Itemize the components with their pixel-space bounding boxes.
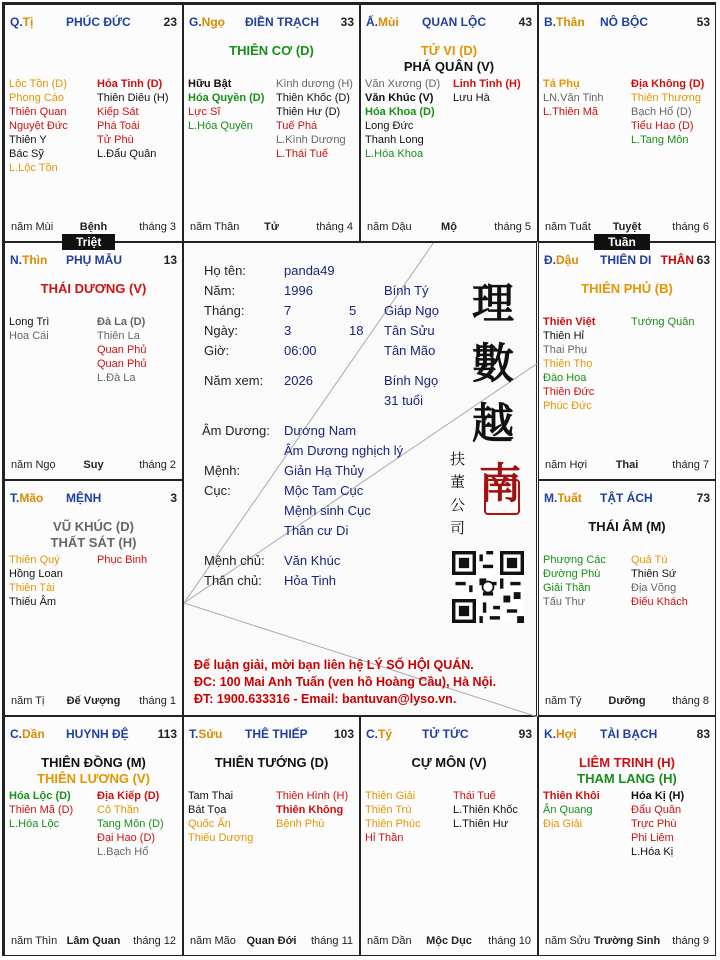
stars-right bbox=[276, 789, 348, 831]
star-item: Hoa Cái bbox=[9, 330, 49, 342]
palace-header: T.Sửu THÊ THIẾP 103 bbox=[189, 727, 354, 741]
calligraphy-char-1: 理 bbox=[472, 279, 515, 328]
main-star: TỬ VI (D) bbox=[420, 43, 478, 58]
palace-footer: năm Thân Tử tháng 4 bbox=[190, 221, 353, 233]
star-item: Thiên Y bbox=[9, 134, 47, 146]
star-item: Hóa Khoa (D) bbox=[365, 106, 435, 118]
palace-number: 53 bbox=[696, 15, 710, 29]
calligraphy-char-2: 數 bbox=[472, 339, 515, 388]
star-item: Thanh Long bbox=[365, 134, 424, 146]
stars-right bbox=[631, 315, 695, 329]
star-item: Long Trì bbox=[9, 316, 50, 328]
main-star: PHÁ QUÂN (V) bbox=[403, 59, 495, 74]
main-star: THẤT SÁT (H) bbox=[50, 535, 137, 550]
star-item: Bệnh Phù bbox=[276, 818, 325, 830]
star-item: Thiếu Âm bbox=[9, 596, 57, 608]
main-star: THIÊN CƠ (D) bbox=[229, 43, 314, 58]
star-item: L.Đà La bbox=[97, 372, 136, 384]
star-item: L.Thái Tuế bbox=[276, 148, 328, 160]
main-star: THÁI ÂM (M) bbox=[588, 519, 666, 534]
star-item: Thiên Hư (D) bbox=[276, 106, 341, 118]
star-item: L.Hóa Quyền bbox=[188, 120, 253, 132]
calligraphy-char-4: 南 bbox=[479, 459, 522, 508]
palace-cell bbox=[360, 716, 538, 956]
star-item: Đẩu Quân bbox=[631, 804, 682, 816]
than-tag: THÂN bbox=[660, 253, 694, 267]
star-item: Hóa Kị (H) bbox=[631, 790, 685, 802]
star-item: Bát Tọa bbox=[188, 804, 227, 816]
star-item: Thiên Hỉ bbox=[543, 330, 584, 342]
main-star: THIÊN PHỦ (B) bbox=[581, 281, 673, 296]
palace-header: C.Dần HUYNH ĐỆ 113 bbox=[10, 727, 177, 741]
stars-right bbox=[631, 789, 684, 859]
star-item: Thiên Phúc bbox=[365, 818, 421, 830]
star-item: Cô Thần bbox=[97, 804, 139, 816]
star-item: Hóa Quyền (D) bbox=[188, 92, 265, 104]
star-item: Trực Phù bbox=[631, 818, 677, 830]
star-item: Tử Phù bbox=[97, 134, 134, 146]
star-item: L.Hóa Lộc bbox=[9, 818, 60, 830]
seal-char-3: 公 bbox=[450, 496, 466, 514]
palace-number: 113 bbox=[157, 727, 177, 741]
star-item: Giải Thần bbox=[543, 582, 591, 594]
star-item: Phi Liêm bbox=[631, 832, 674, 844]
star-item: Phong Cáo bbox=[9, 92, 65, 104]
star-item: Thiên Diêu (H) bbox=[97, 92, 169, 104]
stars-left bbox=[365, 77, 440, 161]
palace-number: 103 bbox=[333, 727, 354, 741]
star-item: Phượng Các bbox=[543, 554, 606, 566]
star-item: Kình dương (H) bbox=[276, 78, 353, 90]
star-item: Tang Môn (D) bbox=[97, 818, 164, 830]
star-item: Kiếp Sát bbox=[97, 106, 139, 118]
palace-name: TỬ TỨC bbox=[422, 727, 469, 741]
star-item: L.Hóa Kị bbox=[631, 846, 674, 858]
palace-number: 93 bbox=[518, 727, 532, 741]
tuan-badge: Tuần bbox=[594, 234, 650, 250]
stars-right bbox=[276, 77, 353, 161]
star-item: L.Thiên Hư bbox=[453, 818, 509, 830]
star-item: Địa Võng bbox=[631, 582, 677, 594]
stars-left bbox=[543, 553, 606, 609]
star-item: Quốc Ấn bbox=[188, 818, 231, 830]
palace-footer: năm Thìn Lâm Quan tháng 12 bbox=[11, 935, 176, 947]
star-item: Đường Phù bbox=[543, 568, 601, 580]
palace-header: Ấ.Mùi QUAN LỘC 43 bbox=[366, 15, 532, 29]
star-item: Thiên Không bbox=[276, 804, 344, 816]
palace-header: N.Thìn PHỤ MẪU 13 bbox=[10, 253, 177, 267]
star-item: Hỏa Tinh (D) bbox=[97, 78, 163, 90]
palace-header: C.Tý TỬ TỨC 93 bbox=[366, 727, 532, 741]
palace-header: Q.Tị PHÚC ĐỨC 23 bbox=[10, 15, 177, 29]
palace-cell bbox=[4, 716, 183, 956]
stars-right bbox=[453, 77, 521, 105]
star-item: Thiên Thọ bbox=[543, 358, 593, 370]
seal-char-1: 扶 bbox=[450, 450, 466, 468]
star-item: Điếu Khách bbox=[631, 596, 688, 608]
contact-info: Để luận giải, mời bạn liên hệ LÝ SỐ HỘI QUÁN. ĐC: 100 Mai Anh Tuấn (ven hồ Hoàng Cầu), Hà Nội. ĐT: 1900.633316 - Email: bantuvan@lyso.vn. bbox=[194, 658, 497, 706]
star-item: Hỉ Thần bbox=[365, 832, 404, 844]
stars-left bbox=[543, 789, 600, 831]
qr-code-icon bbox=[452, 551, 524, 623]
palace-cell bbox=[360, 4, 538, 242]
star-item: L.Tang Môn bbox=[631, 134, 689, 146]
red-seal-stamp bbox=[484, 479, 520, 515]
star-item: Thiên Quan bbox=[9, 106, 67, 118]
seal-char-2: 董 bbox=[450, 473, 466, 491]
star-item: Hồng Loan bbox=[9, 568, 63, 580]
palace-cell bbox=[4, 480, 183, 716]
star-item: Linh Tinh (H) bbox=[453, 78, 521, 90]
palace-name: ĐIỀN TRẠCH bbox=[245, 15, 319, 29]
palace-cell bbox=[183, 716, 360, 956]
star-item: Văn Khúc (V) bbox=[365, 92, 434, 104]
palace-number: 13 bbox=[163, 253, 177, 267]
star-item: Thiên Giải bbox=[365, 790, 416, 802]
star-item: Thiên Khôi bbox=[543, 790, 600, 802]
palace-header: K.Hợi TÀI BẠCH 83 bbox=[544, 727, 710, 741]
palace-footer: năm Sửu Trường Sinh tháng 9 bbox=[545, 935, 709, 947]
main-star: THIÊN ĐỒNG (M) bbox=[41, 755, 146, 770]
palace-header: G.Ngọ ĐIỀN TRẠCH 33 bbox=[189, 15, 354, 29]
star-item: Thiên Sứ bbox=[631, 568, 677, 580]
stars-left bbox=[188, 789, 253, 845]
stars-right bbox=[631, 77, 704, 147]
star-item: Lưu Hà bbox=[453, 92, 490, 104]
main-star: THAM LANG (H) bbox=[577, 771, 677, 786]
star-item: Phá Toái bbox=[97, 120, 140, 132]
star-item: Bác Sỹ bbox=[9, 148, 44, 160]
palace-cell bbox=[183, 4, 360, 242]
palace-name: TÀI BẠCH bbox=[600, 727, 658, 741]
star-item: Thiên Tài bbox=[9, 582, 55, 594]
star-item: Phúc Đức bbox=[543, 400, 592, 412]
star-item: Long Đức bbox=[365, 120, 414, 132]
star-item: L.Lộc Tồn bbox=[9, 162, 58, 174]
calligraphy-char-3: 越 bbox=[472, 399, 515, 448]
star-item: Địa Kiếp (D) bbox=[97, 790, 160, 802]
palace-cell bbox=[538, 4, 716, 242]
palace-name: PHỤ MẪU bbox=[66, 253, 122, 267]
star-item: Hữu Bật bbox=[188, 78, 232, 90]
star-item: Thái Tuế bbox=[453, 790, 496, 802]
palace-cell bbox=[538, 242, 716, 480]
palace-name: THÊ THIẾP bbox=[245, 727, 308, 741]
star-item: Tả Phụ bbox=[543, 78, 580, 90]
stars-right bbox=[97, 553, 147, 567]
palace-number: 23 bbox=[163, 15, 177, 29]
star-item: Thiên Hình (H) bbox=[276, 790, 349, 802]
palace-name: QUAN LỘC bbox=[422, 15, 486, 29]
seal-char-4: 司 bbox=[450, 519, 466, 537]
palace-number: 33 bbox=[340, 15, 354, 29]
palace-name: HUYNH ĐỆ bbox=[66, 727, 129, 741]
palace-header: T.Mão MỆNH 3 bbox=[10, 491, 177, 505]
palace-cell bbox=[538, 716, 716, 956]
star-item: Thiên Mã (D) bbox=[9, 804, 74, 816]
main-star: THIÊN LƯƠNG (V) bbox=[37, 771, 150, 786]
palace-name: NÔ BỘC bbox=[600, 15, 648, 29]
stars-left bbox=[9, 77, 68, 175]
palace-footer: năm Tý Dưỡng tháng 8 bbox=[545, 695, 709, 707]
star-item: Thai Phụ bbox=[543, 344, 588, 356]
star-item: Tuế Phá bbox=[276, 120, 318, 132]
stars-left bbox=[543, 77, 604, 119]
palace-header: B.Thân NÔ BỘC 53 bbox=[544, 15, 710, 29]
star-item: Quan Phủ bbox=[97, 344, 147, 356]
star-item: LN.Văn Tinh bbox=[543, 92, 604, 104]
palace-footer: năm Dần Mộc Dục tháng 10 bbox=[367, 935, 531, 947]
palace-number: 43 bbox=[518, 15, 532, 29]
palace-name: PHÚC ĐỨC bbox=[66, 15, 131, 29]
palace-footer: năm Mùi Bệnh tháng 3 bbox=[11, 221, 176, 233]
star-item: Phục Binh bbox=[97, 554, 148, 566]
star-item: L.Đẩu Quân bbox=[97, 148, 157, 160]
palace-cell bbox=[538, 480, 716, 716]
star-item: Thiên La bbox=[97, 330, 140, 342]
palace-number: 3 bbox=[170, 491, 177, 505]
stars-right bbox=[97, 789, 164, 859]
star-item: Thiên Trù bbox=[365, 804, 412, 816]
stars-left bbox=[9, 789, 73, 831]
palace-header: Đ.Dậu THIÊN DI THÂN 63 bbox=[544, 253, 710, 267]
palace-footer: năm Tị Đế Vượng tháng 1 bbox=[11, 695, 176, 707]
star-item: Thiên Đức bbox=[543, 386, 595, 398]
palace-header: M.Tuất TẬT ÁCH 73 bbox=[544, 491, 710, 505]
star-item: Địa Giải bbox=[543, 818, 583, 830]
main-star: LIÊM TRINH (H) bbox=[578, 755, 676, 770]
star-item: Tấu Thư bbox=[543, 596, 586, 608]
palace-number: 73 bbox=[696, 491, 710, 505]
star-item: Thiên Thương bbox=[631, 92, 702, 104]
palace-name: TẬT ÁCH bbox=[600, 491, 653, 505]
stars-left bbox=[9, 315, 49, 343]
star-item: Lộc Tồn (D) bbox=[9, 78, 67, 90]
star-item: Nguyệt Đức bbox=[9, 120, 68, 132]
main-star: THIÊN TƯỚNG (D) bbox=[214, 755, 329, 770]
star-item: Thiên Việt bbox=[543, 316, 596, 328]
star-item: Bạch Hổ (D) bbox=[631, 106, 692, 118]
stars-right bbox=[453, 789, 518, 831]
palace-name: THIÊN DI bbox=[600, 253, 652, 267]
stars-left bbox=[365, 789, 421, 845]
stars-right bbox=[97, 77, 169, 161]
star-item: Đà La (D) bbox=[97, 316, 146, 328]
star-item: Thiếu Dương bbox=[188, 832, 254, 844]
triet-badge: Triệt bbox=[62, 234, 115, 250]
palace-footer: năm Dậu Mộ tháng 5 bbox=[367, 221, 531, 233]
palace-name: MỆNH bbox=[66, 491, 102, 505]
main-star: THÁI DƯƠNG (V) bbox=[40, 281, 147, 296]
star-item: Văn Xương (D) bbox=[365, 78, 441, 90]
star-item: L.Bạch Hổ bbox=[97, 846, 149, 858]
star-item: Tam Thai bbox=[188, 790, 234, 802]
stars-right bbox=[631, 553, 688, 609]
palace-footer: năm Mão Quan Đới tháng 11 bbox=[190, 935, 353, 947]
main-star: CỰ MÔN (V) bbox=[411, 755, 487, 770]
star-item: Địa Không (D) bbox=[631, 78, 705, 90]
palace-cell bbox=[4, 242, 183, 480]
palace-footer: năm Tuất Tuyệt tháng 6 bbox=[545, 221, 709, 233]
main-star: VŨ KHÚC (D) bbox=[53, 519, 134, 534]
star-item: L.Kình Dương bbox=[276, 134, 346, 146]
star-item: Tiểu Hao (D) bbox=[631, 120, 694, 132]
star-item: L.Thiên Khốc bbox=[453, 804, 518, 816]
star-item: Hóa Lộc (D) bbox=[9, 790, 71, 802]
palace-footer: năm Hợi Thai tháng 7 bbox=[545, 459, 709, 471]
star-item: L.Hóa Khoa bbox=[365, 148, 424, 160]
star-item: Quan Phủ bbox=[97, 358, 147, 370]
star-item: Ân Quang bbox=[543, 804, 593, 816]
palace-number: 83 bbox=[696, 727, 710, 741]
star-item: Đào Hoa bbox=[543, 372, 587, 384]
star-item: L.Thiên Mã bbox=[543, 106, 599, 118]
star-item: Quả Tú bbox=[631, 554, 668, 566]
star-item: Lực Sĩ bbox=[188, 106, 221, 118]
stars-left bbox=[188, 77, 264, 133]
stars-left bbox=[543, 315, 595, 413]
star-item: Đại Hao (D) bbox=[97, 832, 156, 844]
stars-right bbox=[97, 315, 147, 385]
palace-cell bbox=[4, 4, 183, 242]
star-item: Tướng Quân bbox=[631, 316, 695, 328]
palace-footer: năm Ngọ Suy tháng 2 bbox=[11, 459, 176, 471]
star-item: Thiên Quý bbox=[9, 554, 60, 566]
stars-left bbox=[9, 553, 63, 609]
center-info-panel: Họ tên: panda49 Năm: 1996 Bính Tý Tháng: 7 5 Giáp Ngọ Ngày: 3 18 Tân Sửu Giờ: 06:00 Tân Mão Năm xem: 2026 Bính Ngọ 31 tuổi Âm Dương: Dương Nam Âm Dương nghịch lý Mệnh: Giản Hạ Thủy Cục: Mộc Tam Cục Mệnh sinh Cục Thân cư Di Mệnh chủ: Văn Khúc Thân chủ: Hỏa Tinh 理 數 越 南 扶 董 公 司 Để luận giải, mời bạn liên hệ LÝ SỐ HỘI QUÁN. ĐC: 100 Mai Anh Tuấn (ven hồ Hoàng Cầu), Hà Nội. ĐT: 1900.633316 - Email: bantuvan@lyso.vn. bbox=[183, 242, 537, 716]
star-item: Thiên Khốc (D) bbox=[276, 92, 350, 104]
palace-number: 63 bbox=[696, 253, 710, 267]
